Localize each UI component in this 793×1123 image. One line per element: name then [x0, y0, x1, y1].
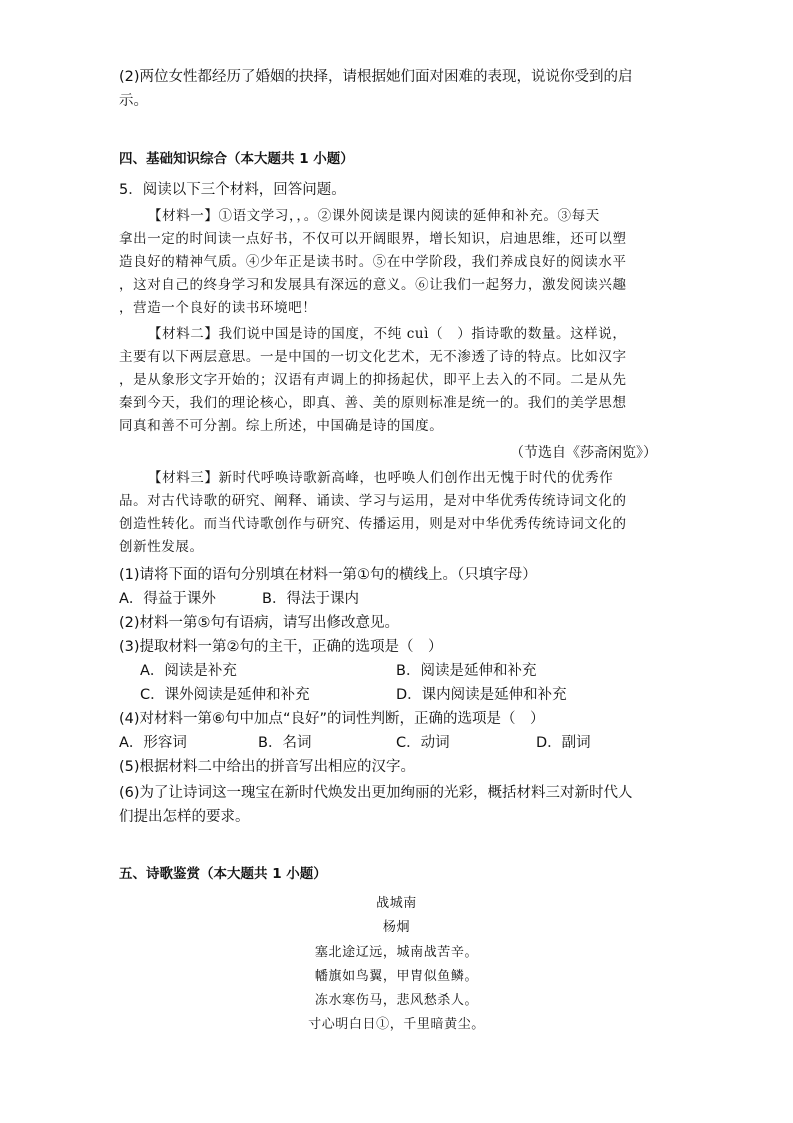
poem-title: 战城南 — [376, 896, 417, 911]
sub-question-2: (2)材料一第⑤句有语病，请写出修改意见。 — [119, 615, 400, 631]
sub4-option-a: A．形容词 — [119, 735, 187, 751]
sub-question-6-line-1: (6)为了让诗词这一瑰宝在新时代焕发出更加绚丽的光彩，概括材料三对新时代人 — [119, 785, 633, 801]
section-4-title: 四、基础知识综合（本大题共 1 小题） — [119, 151, 354, 167]
q2-line-2: 示。 — [119, 93, 148, 109]
material-3-line-4: 创新性发展。 — [119, 539, 204, 555]
material-1-line-5: ，营造一个良好的读书环境吧！ — [119, 300, 317, 316]
material-1-line-2: 拿出一定的时间读一点好书，不仅可以开阔眼界，增长知识，启迪思维，还可以塑 — [119, 231, 627, 247]
sub1-option-b: B．得法于课内 — [262, 591, 359, 607]
sub-question-3: (3)提取材料一第②句的主干，正确的选项是（ ） — [119, 639, 443, 655]
material-1-line-4: ，这对自己的终身学习和发展具有深远的意义。⑥让我们一起努力，激发阅读兴趣 — [119, 277, 627, 293]
material-2-line-1: 【材料二】我们说中国是诗的国度，不纯 cuì（ ）指诗歌的数量。这样说， — [148, 326, 627, 342]
sub-question-6-line-2: 们提出怎样的要求。 — [119, 809, 250, 825]
poem-line-4: 寸心明白日①，千里暗黄尘。 — [308, 1017, 485, 1032]
poem-line-2: 幡旗如鸟翼，甲胄似鱼鳞。 — [314, 969, 479, 984]
sub3-option-a: A．阅读是补充 — [140, 663, 237, 679]
sub-question-5: (5)根据材料二中给出的拼音写出相应的汉字。 — [119, 759, 416, 775]
q2-line-1: (2)两位女性都经历了婚姻的抉择，请根据她们面对困难的表现，说说你受到的启 — [119, 69, 633, 85]
sub3-option-d: D．课内阅读是延伸和补充 — [396, 687, 567, 703]
sub-question-4: (4)对材料一第⑥句中加点“良好”的词性判断，正确的选项是（ ） — [119, 711, 545, 727]
sub4-option-d: D．副词 — [536, 735, 591, 751]
material-2-line-4: 秦到今天，我们的理论核心，即真、善、美的原则标准是统一的。我们的美学思想 — [119, 395, 627, 411]
section-5-title: 五、诗歌鉴赏（本大题共 1 小题） — [119, 866, 327, 882]
poem-author: 杨炯 — [382, 920, 411, 935]
sub4-option-b: B．名词 — [258, 735, 312, 751]
material-2-line-5: 同真和善不可分割。综上所述，中国确是诗的国度。 — [119, 418, 444, 434]
material-3-line-3: 创造性转化。而当代诗歌创作与研究、传播运用，则是对中华优秀传统诗词文化的 — [119, 516, 627, 532]
sub4-option-c: C．动词 — [396, 735, 450, 751]
poem-line-3: 冻水寒伤马，悲风愁杀人。 — [314, 993, 479, 1008]
material-1-line-3: 造良好的精神气质。④少年正是读书时。⑤在中学阶段，我们养成良好的阅读水平 — [119, 254, 627, 270]
sub1-option-a: A．得益于课外 — [119, 591, 216, 607]
question-5-intro: 5．阅读以下三个材料，回答问题。 — [119, 182, 346, 198]
material-2-line-2: 主要有以下两层意思。一是中国的一切文化艺术，无不渗透了诗的特点。比如汉字 — [119, 349, 627, 365]
poem-line-1: 塞北途辽远，城南战苦辛。 — [314, 945, 479, 960]
material-3-line-2: 品。对古代诗歌的研究、阐释、诵读、学习与运用，是对中华优秀传统诗词文化的 — [119, 493, 627, 509]
sub3-option-c: C．课外阅读是延伸和补充 — [140, 687, 310, 703]
material-1-line-1: 【材料一】①语文学习，，。②课外阅读是课内阅读的延伸和补充。③每天 — [148, 208, 600, 224]
sub3-option-b: B．阅读是延伸和补充 — [396, 663, 537, 679]
material-2-source: （节选自《莎斋闲览》） — [510, 445, 657, 461]
sub-question-1: (1)请将下面的语句分别填在材料一第①句的横线上。（只填字母） — [119, 567, 537, 583]
material-2-line-3: ，是从象形文字开始的；汉语有声调上的抑扬起伏，即平上去入的不同。二是从先 — [119, 372, 627, 388]
material-3-line-1: 【材料三】新时代呼唤诗歌新高峰，也呼唤人们创作出无愧于时代的优秀作 — [148, 470, 614, 486]
